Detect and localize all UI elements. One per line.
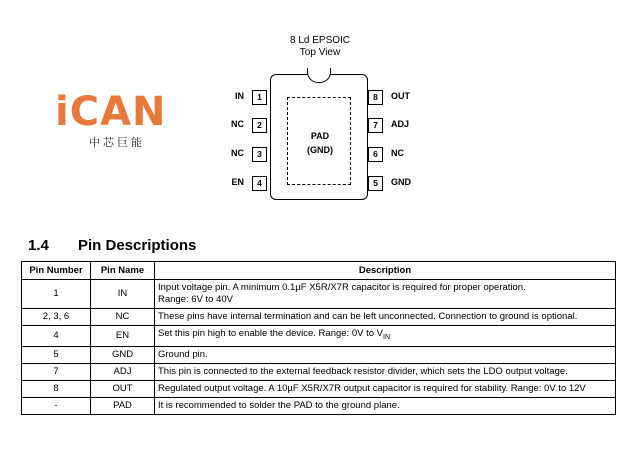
section-heading [28,237,196,254]
pad-name: PAD [310,131,330,141]
table-header-row [22,262,616,280]
table-row [22,280,616,309]
logo-chinese: 中芯巨能 [89,136,145,149]
pin-5-name: GND [391,177,411,187]
cell-pin-name: OUT [91,380,155,397]
cell-pin-name: NC [91,309,155,326]
pad-gnd: (GND) [307,145,333,155]
cell-pin-name: ADJ [91,363,155,380]
cell-pin-number: 7 [22,363,91,380]
cell-pin-number: 5 [22,346,91,363]
pin-8-box: 8 [368,90,383,105]
section-number: 1.4 [28,237,49,254]
cell-description: It is recommended to solder the PAD to the ground plane. [155,397,616,414]
cell-description [155,326,616,347]
cell-pin-number: 8 [22,380,91,397]
cell-pin-number: 4 [22,326,91,347]
cell-pin-number: 1 [22,280,91,309]
table-row [22,397,616,414]
cell-pin-number: 2, 3, 6 [22,309,91,326]
header-pin-name: Pin Name [91,262,155,280]
pin-4-name: EN [231,177,244,187]
cell-description: Ground pin. [155,346,616,363]
desc-subscript: IN [383,333,390,341]
cell-description [155,280,616,309]
pad-label [287,129,353,157]
pin-description-table [21,261,616,415]
cell-description: Regulated output voltage. A 10µF X5R/X7R output capacitor is required for stability. Range: 0V to 12V [155,380,616,397]
package-view: Top View [299,47,341,58]
pin-7-box: 7 [368,118,383,133]
pin-1-box: 1 [252,90,267,105]
pin-7-name: ADJ [391,119,410,129]
desc-line: Input voltage pin. A minimum 0.1µF X5R/X7R capacitor is required for proper operation. [158,282,526,293]
pin-3-name: NC [231,148,244,158]
table-row [22,346,616,363]
section-title: Pin Descriptions [78,237,197,254]
table-row [22,309,616,326]
pin-3-box: 3 [252,147,267,162]
header-description: Description [155,262,616,280]
cell-pin-name: PAD [91,397,155,414]
ican-logo [55,90,165,150]
table-row [22,380,616,397]
pin-2-name: NC [231,119,244,129]
cell-description: These pins have internal termination and can be left unconnected. Connection to ground is optional. [155,309,616,326]
cell-description: This pin is connected to the external feedback resistor divider, which sets the LDO output voltage. [155,363,616,380]
cell-pin-name: GND [91,346,155,363]
pin-8-name: OUT [391,91,410,101]
pin-6-name: NC [391,148,404,158]
cell-pin-number: - [22,397,91,414]
table-row [22,326,616,347]
cell-pin-name: IN [91,280,155,309]
cell-pin-name: EN [91,326,155,347]
package-name: 8 Ld EPSOIC [289,35,351,46]
table-row [22,363,616,380]
pin-1-name: IN [235,91,244,101]
pin-5-box: 5 [368,176,383,191]
pin-4-box: 4 [252,176,267,191]
pin-6-box: 6 [368,147,383,162]
pin-2-box: 2 [252,118,267,133]
logo-brand: iCAN [55,89,167,135]
desc-line: Range: 6V to 40V [158,294,233,305]
header-pin-number: Pin Number [22,262,91,280]
package-title [250,35,390,59]
desc-text: Set this pin high to enable the device. Range: 0V to V [158,328,383,339]
